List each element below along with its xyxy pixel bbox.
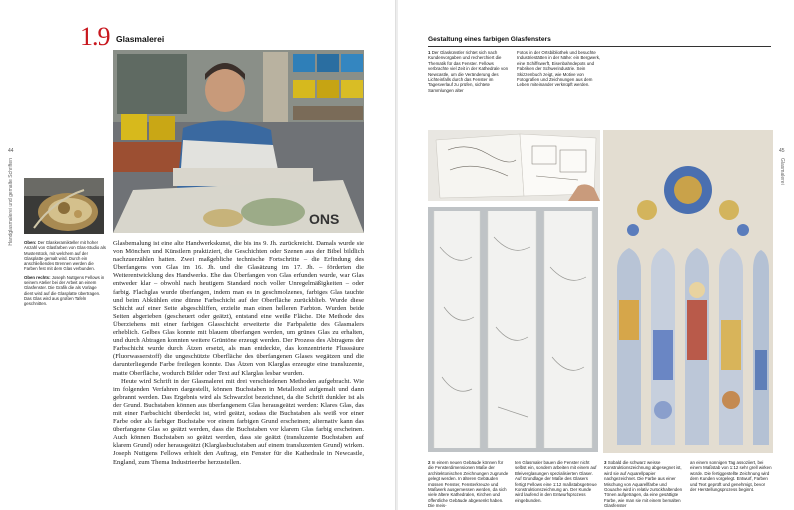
body-paragraph-2: Heute wird Schrift in der Glasmalerei mit drei verschiedenen Methoden aufgebracht. Wie im folgenden Verfahren dargestellt, können Buchstaben in Metalloxid aufgemalt und dann gebrannt werden. Das Ergebnis wird als Schwarzlot bezeichnet, da die Schrift dunkler ist als der Grund. Buchstaben können aus überfangenem Glas herausgeätzt werden: Klares Glas, das mit einer Farbschicht überdeckt ist, wird geätzt, sodass die Buchstaben als weiß vor einer Farbe oder als farbiger Buchstabe vor einem farbigen Grund erscheinen; alternativ kann das überfangene Glas so geätzt werden, dass die Buchstaben vor klarem Glas farbig erscheinen. Auch können Buchstaben so geätzt werden, dass sie geätzt (transluzente Buchstaben auf klarem Grund) oder herausgeätzt (Klarglasbuchstaben auf einem transluzenten Grund) wirken. Joseph Nuttgens Fellows erhielt den Auftrag, ein Fenster für die Kathedrale in Newcastle, England, zum Thema Industrieerbe herzustellen. bbox=[113, 377, 364, 466]
colored-design-photo bbox=[603, 130, 773, 453]
sketchbook-photo bbox=[428, 130, 600, 201]
title-rule bbox=[428, 46, 771, 47]
caption-top-text: Der Glaskeramikteller mit hoher Anzahl von Glasfarben von Glas-Studio als Musterstück, mit welchem auf der Glasplatte gemalt wird. Durch ein anschließendes Brennen werden die Farben fest mit dem Glas verbunden. bbox=[24, 240, 106, 272]
construction-drawing-photo bbox=[428, 207, 598, 452]
step-1-number: 1 bbox=[428, 50, 431, 55]
chapter-title: Glasmalerei bbox=[116, 34, 165, 44]
step-1-text-a: 1 Der Glaskünstler richtet sich nach Kundenvorgaben und recherchiert die Thematik für das Fenster. Fellows verbrachte viel Zeit in der Kathedrale von Newcastle, um die Veränderung des Lichteinfalls durch das Fenster im Tagesverlauf zu prüfen, sichtete Sammlungen alter bbox=[428, 50, 509, 93]
svg-text:ONS: ONS bbox=[309, 211, 340, 227]
caption-right-text: Joseph Nuttgens Fellows in seinem Atelier bei der Arbeit an einem Glasfenster. Die Grafik die als Vorlage dient wird auf die Glasplatte übertragen. Das Glas wird aus großen Tafeln geschnitten. bbox=[24, 274, 105, 307]
page-number-right: 45 bbox=[779, 148, 785, 154]
step-3-text-a: 3 Sobald die schwarz weisse Konstruktionszeichnung abgesegnet ist, wird sie auf Aquarellpapier nachgezeichnet. Die Farbe aus einer Mischung von Aquarellfarbe und Gouache wird in relativ zurückhaltenden Tönen aufgetragen, da eine gesättigte Farbe, wie man sie mit einem bemalten Glasfenster bbox=[604, 460, 683, 509]
caption-top-label: Oben: bbox=[24, 240, 37, 245]
body-text bbox=[113, 240, 364, 467]
running-head-right: Glasmalerei bbox=[779, 158, 785, 185]
glass-plate-photo bbox=[24, 178, 104, 234]
chapter-number: 1.9 bbox=[80, 22, 110, 51]
step-2-number: 2 bbox=[428, 460, 431, 465]
step-2-text-b: ten Glasmaler bauen die Fenster nicht selbst ein, sondern arbeiten mit einem auf Bleiverglasungen spezialisierten Glaser. Auf Grundlage der Maße des Glasers fertigt Fellows eine 1:12 maßstabsgetreue Konstruktionszeichnung an. Der Kunde wird laufend in den Entwurfsprozess eingebunden. bbox=[515, 460, 597, 503]
page-number-left: 44 bbox=[8, 148, 14, 154]
artist-at-work-photo bbox=[113, 50, 364, 233]
caption-left bbox=[24, 240, 106, 307]
step-3-number: 3 bbox=[604, 460, 607, 465]
step-1-text-b: Fotos in der Ortsbibliothek und besuchte Industriestätten in der Nähe: ein Bergwerk, eine Schiffswerft, Eisenbahndepots und Fabriken der Schwerindustrie. Sein Skizzenbuch zeigt, wie Motive von Fotografien und Zeichnungen aus dem Leben miteinander verknüpft werden. bbox=[517, 50, 601, 88]
right-page bbox=[398, 0, 794, 510]
running-head-left: Handglasmalerei und gemalte Schriften bbox=[8, 158, 14, 246]
step-2-text-a: 2 In einem neuen Gebäude können für die Fensterdimensionen Maße der architektonischen Zeichnungen zugrunde gelegt werden. In älteren Gebäuden müssen Fenster, Fensterkreuze und Maßwerk ausgemessen werden, da sich viele ältere Kathedralen, Kirchen und öffentliche Gebäude abgesenkt haben. Die meis- bbox=[428, 460, 509, 509]
left-page bbox=[0, 0, 396, 510]
section-title: Gestaltung eines farbigen Glasfensters bbox=[428, 36, 551, 43]
caption-right-label: Oben rechts: bbox=[24, 274, 51, 280]
step-3-text-b: an einem sonnigen Tag assoziiert, bei einem Maßstab von 1:12 sehr grell wirken würde. Die fertiggestellte Zeichnung wird dem Kunden vorgelegt. Entwurf, Farben und Text geprüft und genehmigt, bevor der Herstellungsprozess beginnt. bbox=[690, 460, 772, 493]
body-paragraph-1: Glasbemalung ist eine alte Handwerkskunst, die bis ins 9. Jh. zurückreicht. Damals wurde sie von Mönchen und Künstlern praktiziert, die Geschichten oder Szenen aus der Bibel bildlich nachzuerzählen hatten. Zwei maßgebliche technische Fortschritte – die Erfindung des Überfangens von Glas im 16. Jh. und die Glasätzung im 17. Jh. – förderten die Weiterentwicklung des Handwerks. Ehe das Überfangen von Glas erfunden wurde, war Glas entweder klar – obwohl nach heutigem Standard noch voller Unregelmäßigkeiten – oder farbig. Flachglas wurde überfangen, indem man es in geschmolzenes, farbiges Glas tauchte und beim Abkühlen eine dünne Farbschicht auf der Oberfläche zurückblieb. Wurde diese Schicht auf einer Seite abgeschliffen, erzielte man einen helleren Farbton. Wurden beide Seiten abgerieben (gescheuert oder geätzt), entstand eine weiße Fläche. Die Methode des Überziehens mit einer farbigen Glasschicht erweiterte die Farbpalette des Glasmalers erheblich. Gelbes Glas konnte mit blauem überfangen werden, um grünes Glas zu erhalten, und durch Abtragen konnten weitere Grüntöne erzeugt werden. Der Prozess des Abtragens der Farbschicht wurde durch Ätzen ersetzt, als man entdeckte, das konzentrierte Flusssäure (Fluorwasserstoff) die ungeschützte Oberfläche des überfangenen Glases wegätzen und die darunterliegende Farbe freilegen konnte. Das Ätzen von Klarglas erzeugte eine transluzente, matte Oberfläche, wodurch Bilder oder Text auf Klarglas lesbar wurden. bbox=[113, 240, 364, 377]
